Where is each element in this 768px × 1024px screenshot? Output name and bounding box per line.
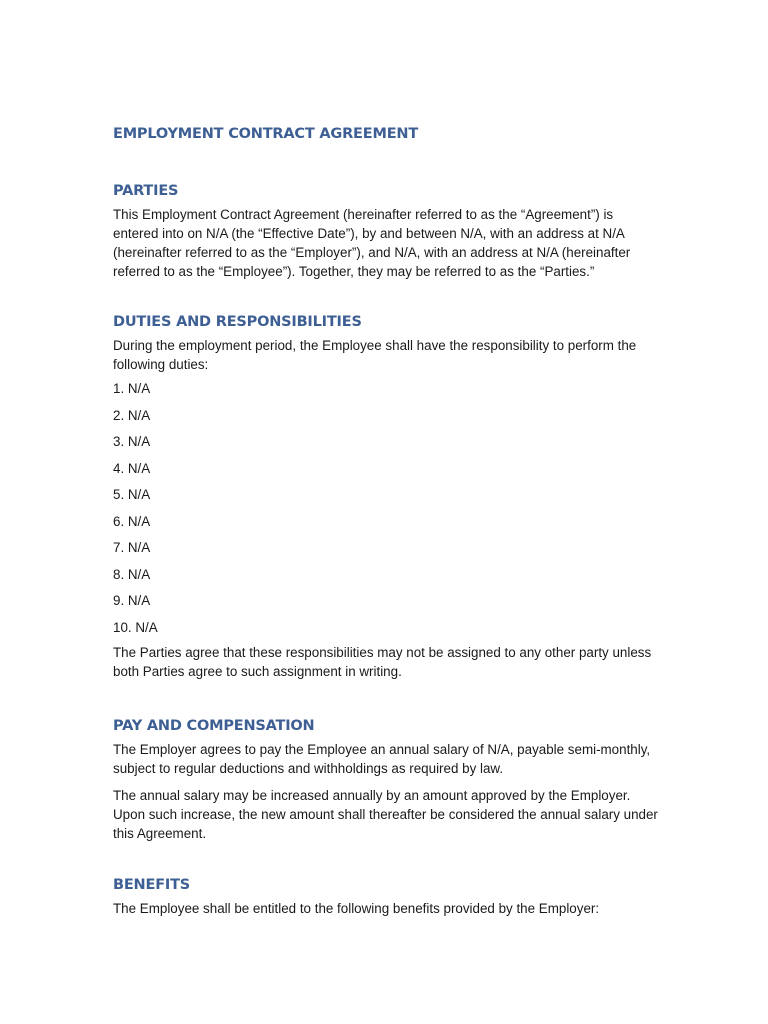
benefits-paragraph: The Employee shall be entitled to the following benefits provided by the Employer:	[113, 901, 600, 916]
section-parties	[113, 182, 658, 289]
section-heading-benefits: BENEFITS	[113, 877, 191, 893]
section-heading-pay: PAY AND COMPENSATION	[113, 718, 315, 734]
duty-item: 1. N/A	[113, 381, 151, 396]
section-benefits	[113, 876, 658, 926]
duty-item: 5. N/A	[113, 487, 151, 502]
document-title: EMPLOYMENT CONTRACT AGREEMENT	[113, 126, 419, 142]
duty-item: 10. N/A	[113, 619, 158, 635]
duty-item: 3. N/A	[113, 434, 151, 449]
section-pay	[113, 717, 658, 851]
duty-item: 2. N/A	[113, 407, 151, 423]
duty-item: 8. N/A	[113, 566, 151, 582]
duty-item: 6. N/A	[113, 513, 151, 529]
duties-list	[113, 376, 658, 641]
parties-paragraph: This Employment Contract Agreement (hereinafter referred to as the “Agreement”) is entered into on N/A (the “Effective Date”), by and between N/A, with an address at N/A (hereinafter referred to as the “Employer”), and N/A, with an address at N/A (hereinafter referred to as the “Employee”). Together, they may be referred to as the “Parties.”	[113, 207, 631, 279]
pay-paragraph-salary: The Employer agrees to pay the Employee an annual salary of N/A, payable semi-monthly, subject to regular deductions and withholdings as required by law.	[113, 742, 651, 776]
section-duties	[113, 313, 658, 689]
section-heading-parties: PARTIES	[113, 183, 179, 199]
duty-item: 9. N/A	[113, 593, 151, 608]
duty-item: 7. N/A	[113, 540, 151, 555]
duties-intro-paragraph: During the employment period, the Employee shall have the responsibility to perform the following duties:	[113, 338, 637, 372]
duties-closing-paragraph: The Parties agree that these responsibilities may not be assigned to any other party unless both Parties agree to such assignment in writing.	[113, 645, 652, 679]
section-heading-duties: DUTIES AND RESPONSIBILITIES	[113, 314, 362, 330]
pay-paragraph-increase: The annual salary may be increased annually by an amount approved by the Employer. Upon such increase, the new amount shall thereafter be considered the annual salary under this Agreement.	[113, 788, 658, 841]
duty-item: 4. N/A	[113, 460, 151, 476]
